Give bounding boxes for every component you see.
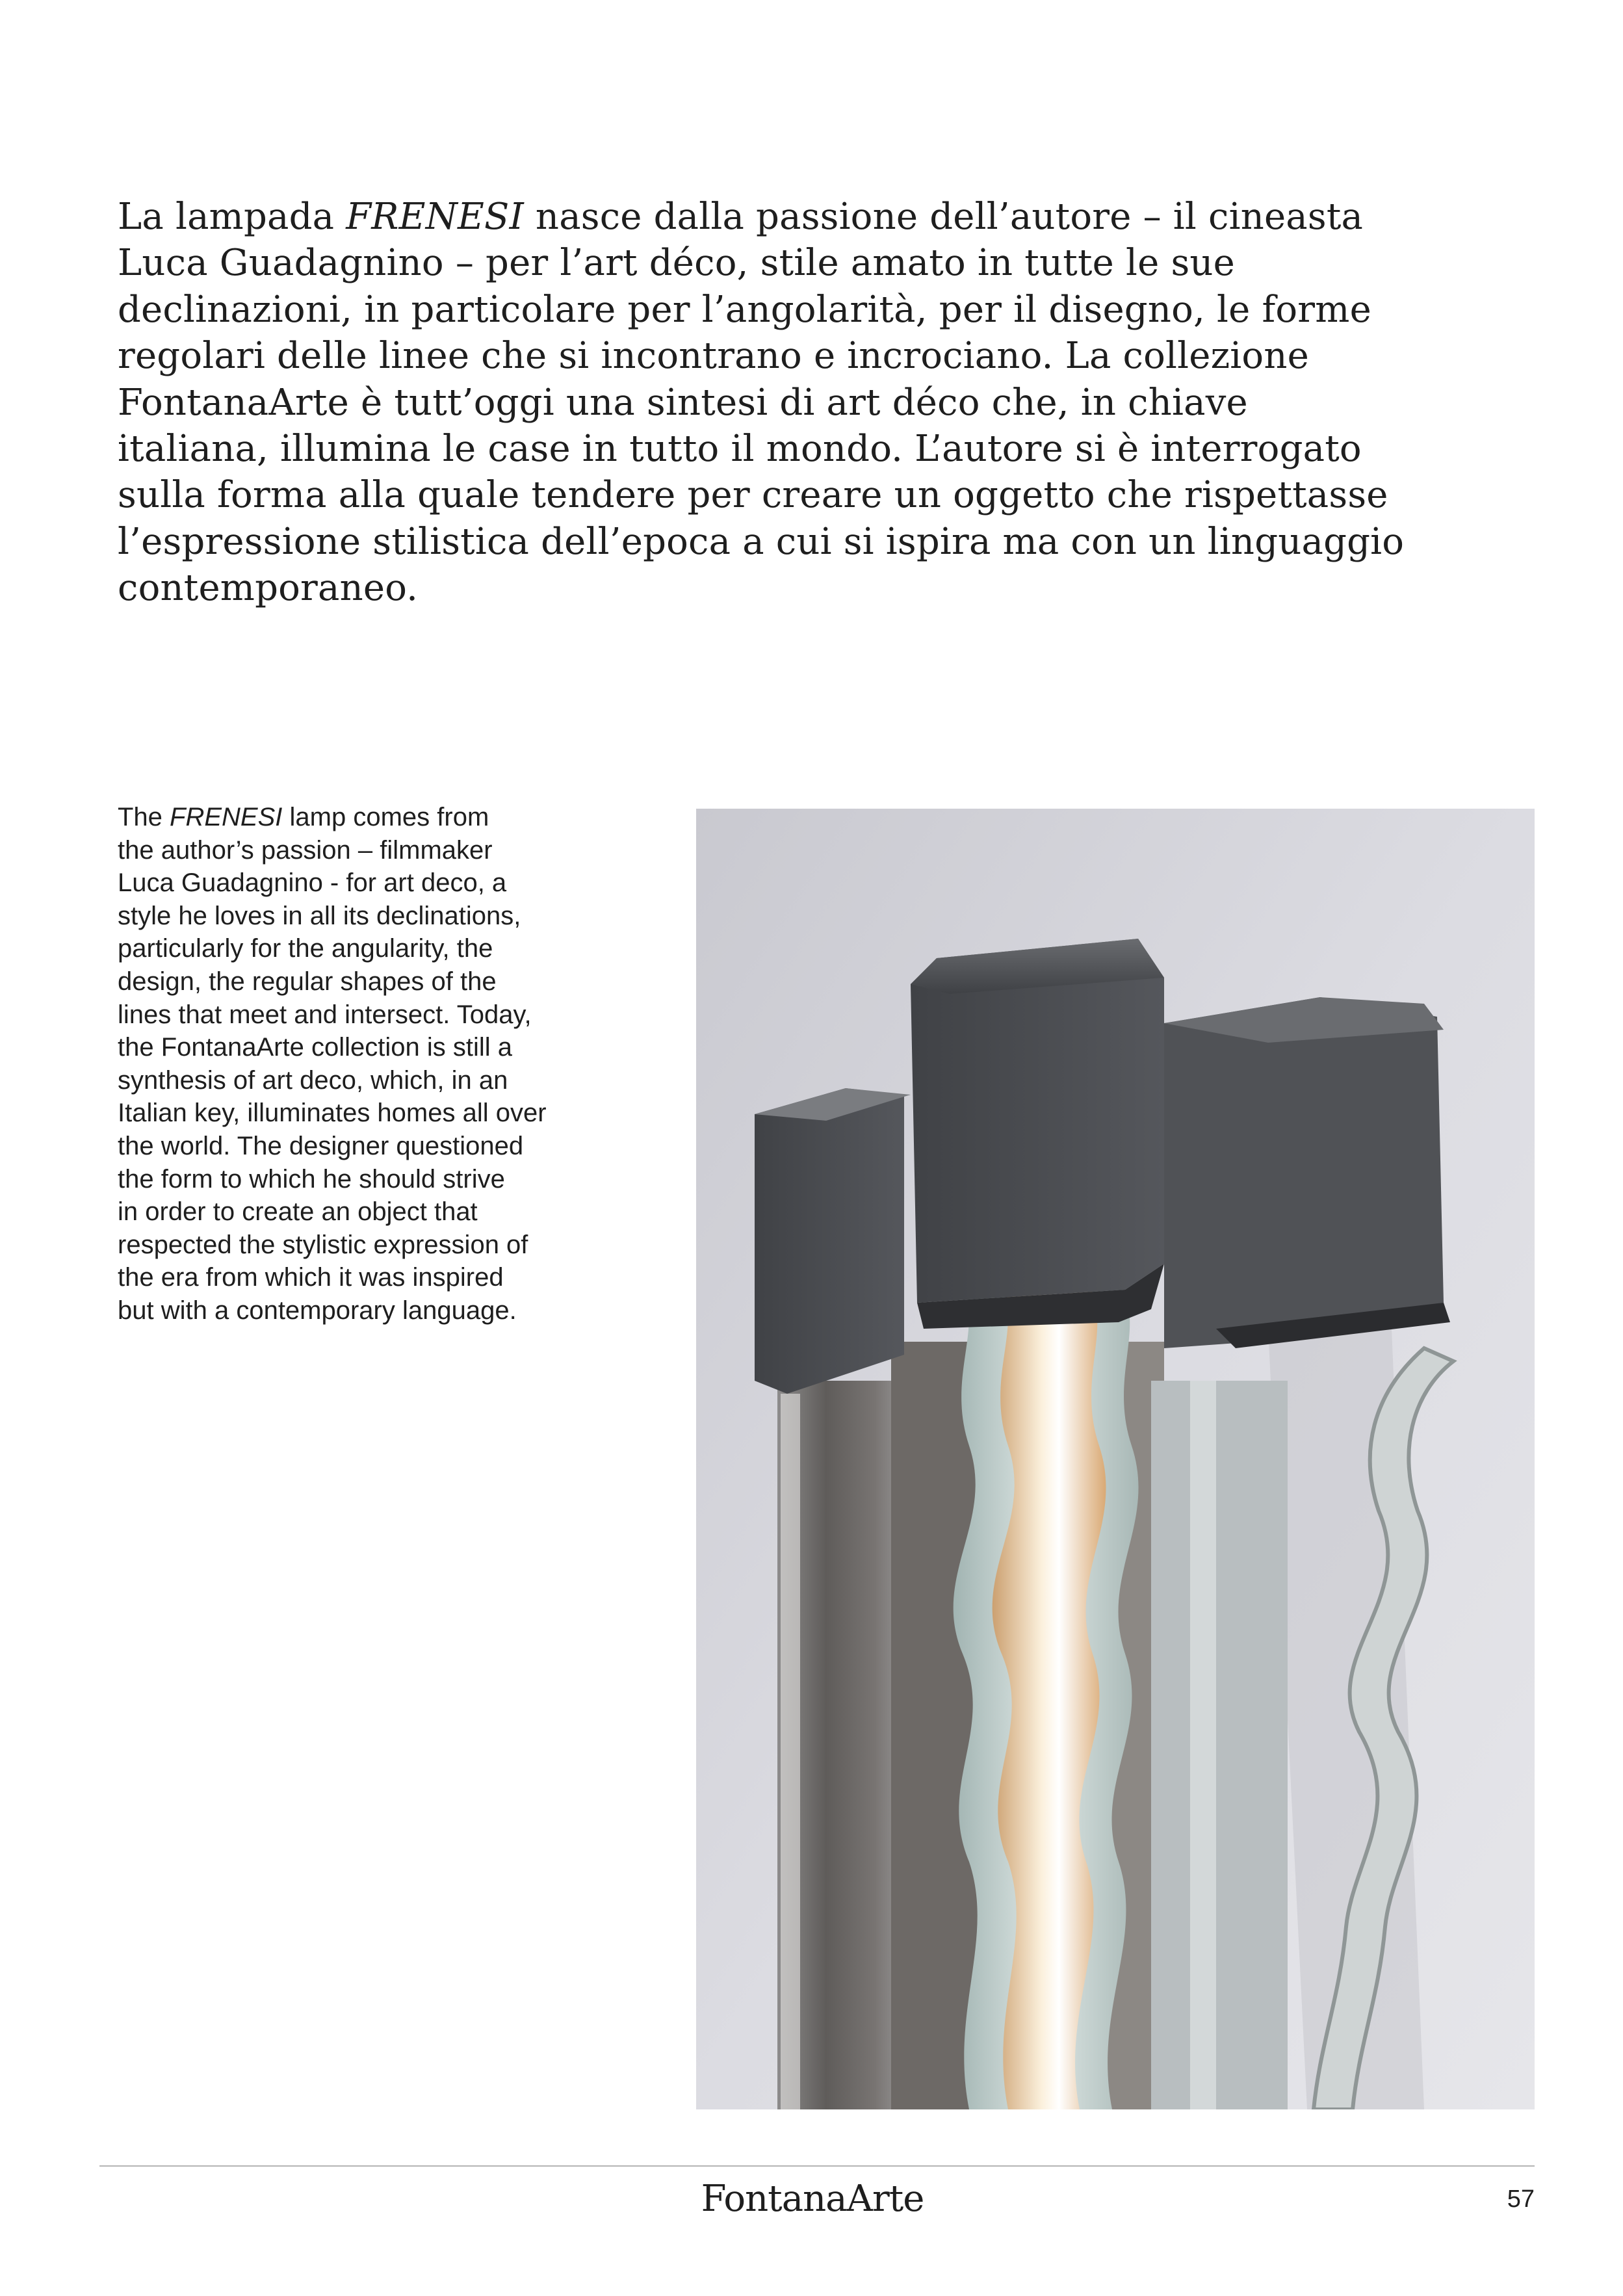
lamp-photo [696,809,1535,2109]
brand-logo: FontanaArte [701,2178,924,2220]
english-line: synthesis of art deco, which, in an [118,1065,508,1095]
english-line: Italian key, illuminates homes all over [118,1099,547,1128]
italian-line: La lampada FRENESI nasce dalla passione dell’autore – il cineasta [118,196,1364,238]
footer-rule [99,2165,1535,2167]
metal-cap-left [755,1088,904,1394]
english-line: lines that meet and intersect. Today, [118,1000,532,1029]
english-line: but with a contemporary language. [118,1296,517,1325]
english-line: the FontanaArte collection is still a [118,1033,512,1062]
page-number: 57 [1507,2185,1535,2213]
mirror-edge [781,1394,800,2109]
product-name: FRENESI [170,803,283,831]
product-name: FRENESI [346,196,524,238]
english-line: the world. The designer questioned [118,1131,524,1160]
italian-line: sulla forma alla quale tendere per creare un oggetto che rispettasse [118,474,1388,517]
italian-line: l’espressione stilistica dell’epoca a cui si ispira ma con un linguaggio [118,520,1405,563]
italian-line: FontanaArte è tutt’oggi una sintesi di art déco che, in chiave [118,381,1248,424]
italian-line: Luca Guadagnino – per l’art déco, stile amato in tutte le sue [118,242,1236,285]
metal-cap-right [1164,997,1444,1348]
mirror-highlight [1190,1381,1216,2109]
english-line: the form to which he should strive [118,1164,505,1194]
english-line: in order to create an object that [118,1197,478,1227]
italian-line: regolari delle linee che si incontrano e incrociano. La collezione [118,335,1309,378]
english-paragraph [118,801,586,1327]
english-line: style he loves in all its declinations, [118,901,521,930]
italian-line: declinazioni, in particolare per l’angolarità, per il disegno, le forme [118,288,1371,331]
lamp-illustration [696,809,1535,2109]
english-line: the era from which it was inspired [118,1263,504,1292]
mirror-panel-right [1151,1381,1288,2109]
italian-line: italiana, illumina le case in tutto il mondo. L’autore si è interrogato [118,428,1362,471]
english-line: respected the stylistic expression of [118,1230,528,1259]
italian-line: contemporaneo. [118,567,419,610]
english-line: design, the regular shapes of the [118,967,497,996]
english-line: particularly for the angularity, the [118,934,493,963]
english-line: The FRENESI lamp comes from [118,803,489,831]
english-line: Luca Guadagnino - for art deco, a [118,868,507,898]
english-line: the author’s passion – filmmaker [118,835,493,865]
italian-paragraph [118,194,1405,612]
